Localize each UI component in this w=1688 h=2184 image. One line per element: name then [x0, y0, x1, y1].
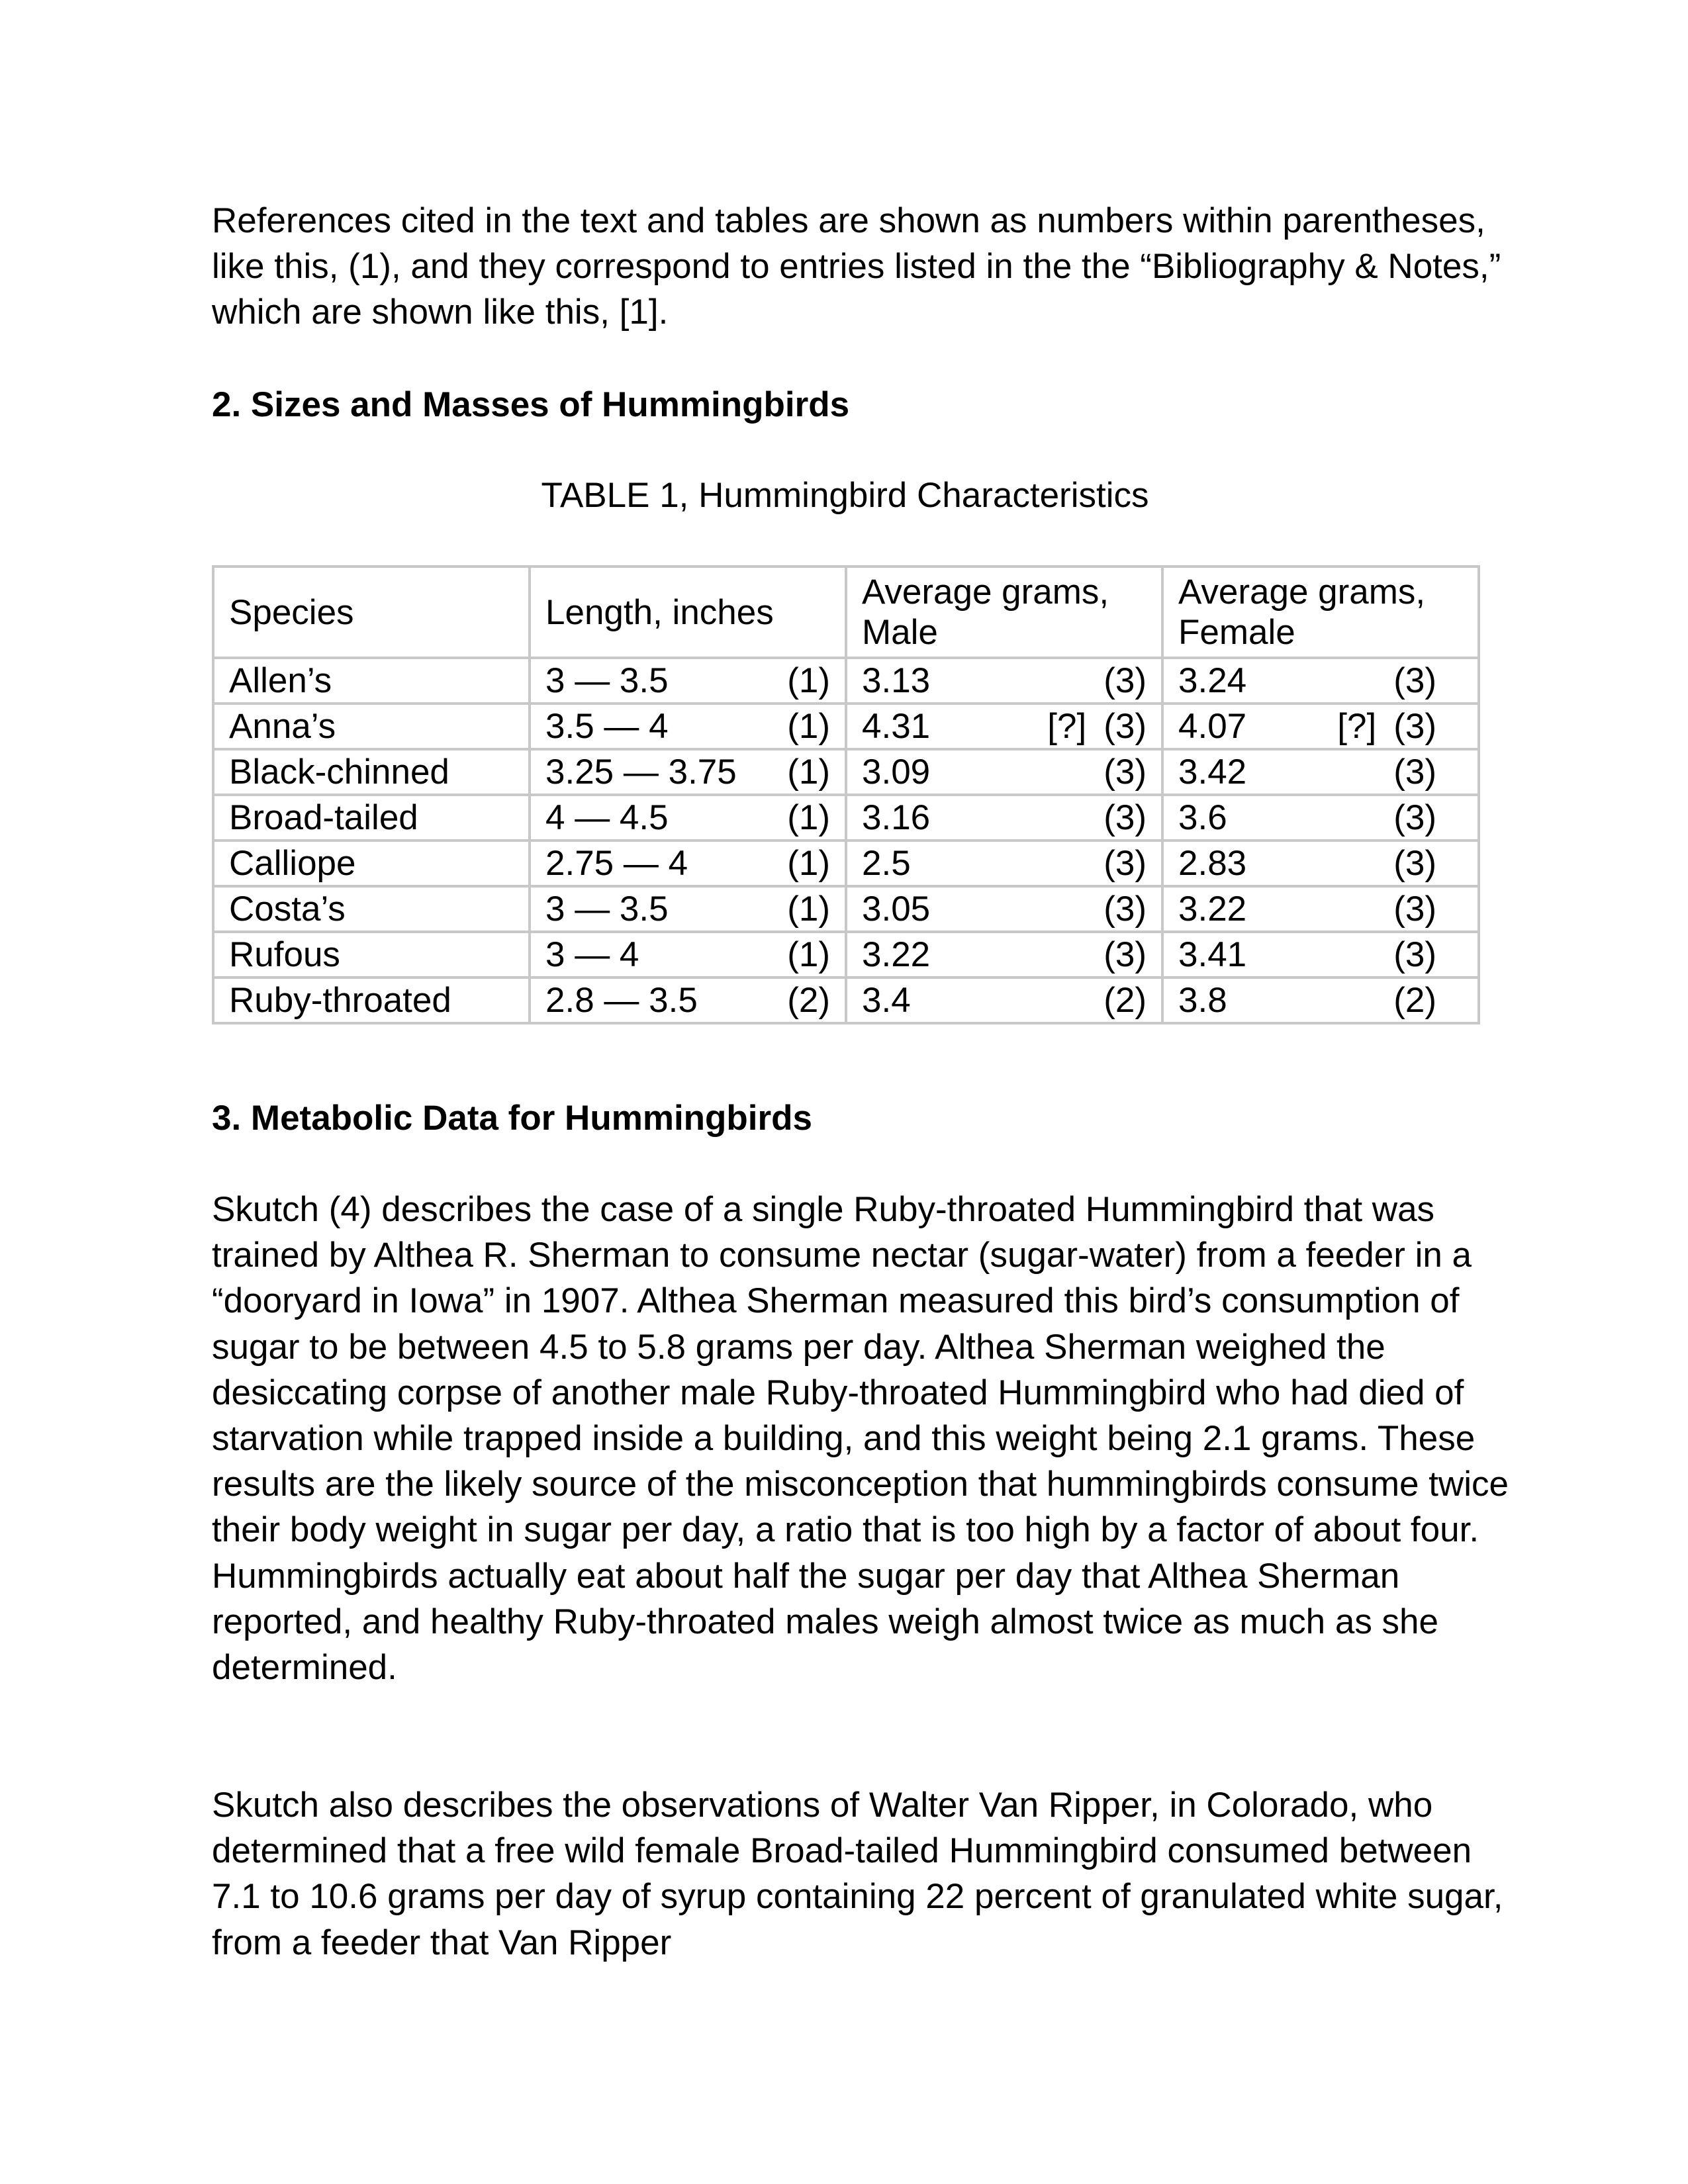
male-grams-cell — [846, 841, 1162, 886]
female-grams-cell — [1162, 795, 1479, 841]
length-cell — [530, 978, 846, 1023]
length-reference: (1) — [787, 889, 830, 929]
metabolic-paragraph-2: Skutch also describes the observations of Walter Van Ripper, in Colorado, who determined that a free wild female Broad-tailed Hummingbird consumed between 7.1 to 10.6 grams per day of syrup containing 22 percent of granulated white sugar, from a feeder that Van Ripper — [212, 1786, 1503, 1962]
male-grams-value: 3.09 — [862, 752, 931, 792]
female-grams-cell — [1162, 704, 1479, 749]
female-grams-value: 3.8 — [1178, 981, 1227, 1020]
length-reference: (1) — [787, 707, 830, 746]
table-row — [213, 841, 1479, 886]
female-reference: (3) — [1393, 798, 1436, 837]
length-reference: (1) — [787, 844, 830, 883]
male-grams-cell — [846, 704, 1162, 749]
species-name: Anna’s — [229, 707, 336, 746]
male-grams-cell — [846, 658, 1162, 704]
female-reference: (3) — [1393, 707, 1436, 746]
table-row — [213, 978, 1479, 1023]
species-cell — [213, 978, 530, 1023]
male-reference: (2) — [1103, 981, 1147, 1020]
species-name: Broad-tailed — [229, 798, 418, 837]
table-row — [213, 886, 1479, 932]
female-note: [?] — [1337, 707, 1377, 746]
male-reference: (3) — [1103, 752, 1147, 792]
header-length: Length, inches — [530, 567, 846, 658]
species-cell — [213, 795, 530, 841]
female-reference: (3) — [1393, 661, 1436, 700]
male-reference: (3) — [1103, 935, 1147, 974]
male-grams-value: 3.22 — [862, 935, 931, 974]
female-grams-cell — [1162, 749, 1479, 795]
female-reference: (3) — [1393, 844, 1436, 883]
section-heading-sizes: 2. Sizes and Masses of Hummingbirds — [212, 385, 850, 424]
species-cell — [213, 932, 530, 978]
male-grams-value: 3.4 — [862, 981, 911, 1020]
species-name: Calliope — [229, 844, 356, 883]
length-cell — [530, 932, 846, 978]
length-cell — [530, 841, 846, 886]
length-value: 2.75 — 4 — [545, 844, 688, 883]
male-reference: (3) — [1103, 889, 1147, 929]
header-species: Species — [213, 567, 530, 658]
female-grams-cell — [1162, 841, 1479, 886]
length-value: 3 — 3.5 — [545, 661, 669, 700]
species-name: Rufous — [229, 935, 340, 974]
length-cell — [530, 658, 846, 704]
male-grams-value: 4.31 — [862, 707, 931, 746]
species-name: Costa’s — [229, 889, 346, 929]
species-cell — [213, 704, 530, 749]
male-grams-cell — [846, 795, 1162, 841]
species-cell — [213, 749, 530, 795]
female-grams-value: 3.6 — [1178, 798, 1227, 837]
table-row — [213, 795, 1479, 841]
male-grams-cell — [846, 749, 1162, 795]
length-value: 3.5 — 4 — [545, 707, 669, 746]
species-name: Ruby-throated — [229, 981, 451, 1020]
male-note: [?] — [1047, 707, 1087, 746]
length-value: 3 — 4 — [545, 935, 639, 974]
length-reference: (1) — [787, 798, 830, 837]
table-row — [213, 932, 1479, 978]
male-grams-value: 3.05 — [862, 889, 931, 929]
header-male-grams: Average grams, Male — [846, 567, 1162, 658]
intro-paragraph: References cited in the text and tables are shown as numbers within parentheses, like this, (1), and they correspond to entries listed in the the “Bibliography & Notes,” which are shown like this, [1]. — [212, 201, 1501, 332]
male-grams-cell — [846, 886, 1162, 932]
female-grams-cell — [1162, 932, 1479, 978]
male-grams-value: 2.5 — [862, 844, 911, 883]
length-reference: (2) — [787, 981, 830, 1020]
female-grams-cell — [1162, 886, 1479, 932]
female-grams-value: 4.07 — [1178, 707, 1247, 746]
metabolic-paragraph-1: Skutch (4) describes the case of a single Ruby-throated Hummingbird that was trained by Althea R. Sherman to consume nectar (sugar-water) from a feeder in a “dooryard in Iowa” in 1907. Althea Sherman measured this bird’s consumption of sugar to be between 4.5 to 5.8 grams per day. Althea Sherman weighed the desiccating corpse of another male Ruby-throated Hummingbird who had died of starvation while trapped inside a building, and this weight being 2.1 grams. These results are the likely source of the misconception that hummingbirds consume twice their body weight in sugar per day, a ratio that is too high by a factor of about four. Hummingbirds actually eat about half the sugar per day that Althea Sherman reported, and healthy Ruby-throated males weigh almost twice as much as she determined. — [212, 1190, 1509, 1688]
species-name: Allen’s — [229, 661, 332, 700]
length-reference: (1) — [787, 661, 830, 700]
species-cell — [213, 886, 530, 932]
length-cell — [530, 704, 846, 749]
length-value: 2.8 — 3.5 — [545, 981, 698, 1020]
hummingbird-characteristics-table — [212, 565, 1480, 1024]
length-cell — [530, 886, 846, 932]
male-grams-cell — [846, 978, 1162, 1023]
length-reference: (1) — [787, 935, 830, 974]
table-row — [213, 658, 1479, 704]
female-reference: (2) — [1393, 981, 1436, 1020]
species-cell — [213, 658, 530, 704]
male-grams-cell — [846, 932, 1162, 978]
male-grams-value: 3.16 — [862, 798, 931, 837]
female-grams-value: 3.22 — [1178, 889, 1247, 929]
length-cell — [530, 749, 846, 795]
species-cell — [213, 841, 530, 886]
female-grams-value: 3.24 — [1178, 661, 1247, 700]
length-value: 4 — 4.5 — [545, 798, 669, 837]
female-grams-cell — [1162, 658, 1479, 704]
male-reference: (3) — [1103, 798, 1147, 837]
female-grams-cell — [1162, 978, 1479, 1023]
section-heading-metabolic: 3. Metabolic Data for Hummingbirds — [212, 1099, 813, 1138]
header-female-grams: Average grams, Female — [1162, 567, 1479, 658]
table-row — [213, 749, 1479, 795]
male-reference: (3) — [1103, 844, 1147, 883]
female-reference: (3) — [1393, 752, 1436, 792]
length-reference: (1) — [787, 752, 830, 792]
female-grams-value: 3.41 — [1178, 935, 1247, 974]
female-reference: (3) — [1393, 935, 1436, 974]
length-value: 3 — 3.5 — [545, 889, 669, 929]
male-reference: (3) — [1103, 707, 1147, 746]
male-grams-value: 3.13 — [862, 661, 931, 700]
species-name: Black-chinned — [229, 752, 449, 792]
female-reference: (3) — [1393, 889, 1436, 929]
female-grams-value: 2.83 — [1178, 844, 1247, 883]
length-value: 3.25 — 3.75 — [545, 752, 737, 792]
female-grams-value: 3.42 — [1178, 752, 1247, 792]
length-cell — [530, 795, 846, 841]
table-header-row — [213, 567, 1479, 658]
male-reference: (3) — [1103, 661, 1147, 700]
table-title: TABLE 1, Hummingbird Characteristics — [541, 476, 1149, 515]
table-row — [213, 704, 1479, 749]
